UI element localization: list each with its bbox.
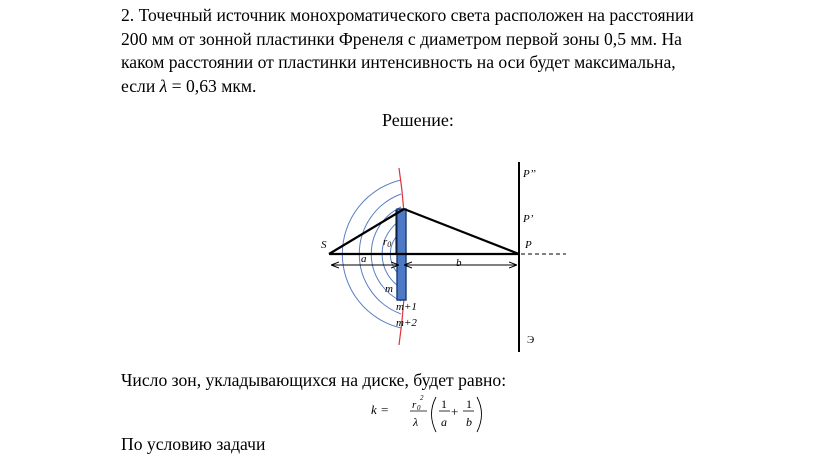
formula-paren-left bbox=[432, 397, 437, 432]
problem-line-3: каком расстоянии от пластинки интенсивность на оси будет максимальна, bbox=[121, 52, 676, 72]
label-m-plus-1: m+1 bbox=[396, 301, 417, 313]
label-p-prime: P’ bbox=[523, 213, 534, 225]
problem-line-4-end: . bbox=[252, 75, 257, 96]
label-b: b bbox=[456, 257, 462, 269]
formula-k: k bbox=[371, 402, 377, 417]
problem-line-4-prefix: если bbox=[121, 75, 160, 96]
zone-count-formula bbox=[370, 392, 490, 437]
paragraph-zone-count: Число зон, укладывающихся на диске, будет равно: bbox=[121, 370, 507, 390]
problem-statement bbox=[121, 4, 721, 98]
solution-heading: Решение: bbox=[382, 110, 454, 130]
lambda-value: = 0,63 мкм bbox=[167, 75, 253, 96]
label-a: a bbox=[361, 253, 367, 265]
formula-r-sup: 2 bbox=[420, 394, 424, 402]
problem-line-1: 2. Точечный источник монохроматического света расположен на расстоянии bbox=[121, 5, 694, 25]
label-r0-letter: r bbox=[383, 236, 388, 248]
label-s: S bbox=[321, 239, 327, 251]
ray-plate-to-p bbox=[404, 209, 519, 254]
formula-lambda: λ bbox=[413, 415, 419, 429]
label-r0 bbox=[383, 236, 391, 249]
paragraph-condition: По условию задачи bbox=[121, 434, 266, 454]
ray-s-to-plate bbox=[329, 209, 404, 254]
formula-a: a bbox=[441, 415, 447, 429]
formula-one-a: 1 bbox=[441, 397, 447, 411]
label-m-plus-2: m+2 bbox=[396, 317, 417, 329]
formula-paren-right bbox=[477, 397, 482, 432]
fresnel-diagram bbox=[310, 155, 580, 355]
problem-line-2: 200 мм от зонной пластинки Френеля с диаметром первой зоны 0,5 мм. На bbox=[121, 28, 682, 49]
formula-r: r bbox=[412, 399, 417, 411]
formula-r-sub: 0 bbox=[417, 404, 421, 412]
label-p: P bbox=[525, 239, 532, 251]
label-r0-subscript: 0 bbox=[387, 240, 392, 249]
label-p-double-prime: P’’ bbox=[523, 168, 536, 180]
formula-equals: = bbox=[381, 402, 389, 417]
formula-plus: + bbox=[451, 404, 459, 419]
problem-line-4 bbox=[121, 75, 721, 99]
label-screen: Э bbox=[527, 334, 535, 346]
formula-r-numerator bbox=[412, 394, 424, 412]
formula-one-b: 1 bbox=[466, 397, 472, 411]
lambda-symbol: λ bbox=[159, 75, 168, 96]
formula-b: b bbox=[466, 415, 472, 429]
label-m: m bbox=[385, 283, 393, 295]
